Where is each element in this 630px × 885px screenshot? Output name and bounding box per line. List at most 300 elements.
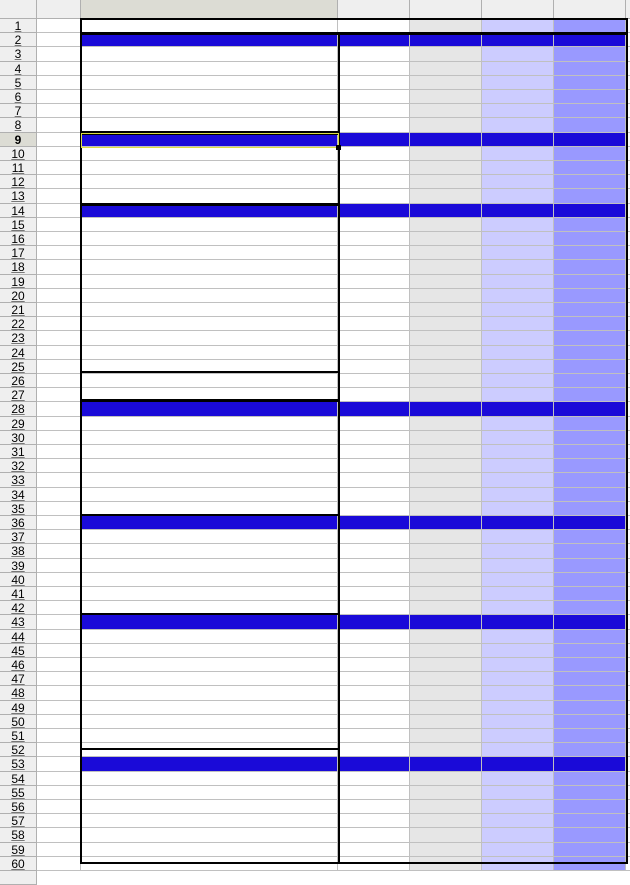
year-header-2004[interactable] bbox=[410, 19, 482, 33]
value-cell-2005[interactable] bbox=[482, 275, 554, 289]
row-label[interactable] bbox=[81, 559, 338, 573]
cell-g[interactable] bbox=[626, 573, 630, 587]
value-cell-2004[interactable] bbox=[410, 246, 482, 260]
cell-a[interactable] bbox=[37, 204, 81, 218]
value-cell-2005[interactable] bbox=[482, 715, 554, 729]
value-cell-2003[interactable] bbox=[338, 559, 410, 573]
row-header[interactable]: 50 bbox=[0, 715, 37, 729]
cell-g[interactable] bbox=[626, 644, 630, 658]
row-label[interactable] bbox=[81, 857, 338, 871]
cell-g[interactable] bbox=[626, 587, 630, 601]
row-label[interactable] bbox=[81, 843, 338, 857]
value-cell-2004[interactable] bbox=[410, 189, 482, 203]
cell-g[interactable] bbox=[626, 701, 630, 715]
value-cell-2004[interactable] bbox=[410, 317, 482, 331]
cell-a[interactable] bbox=[37, 417, 81, 431]
row-label[interactable] bbox=[81, 218, 338, 232]
row-label[interactable] bbox=[81, 360, 338, 374]
cell-g[interactable] bbox=[626, 260, 630, 274]
value-cell-2006[interactable] bbox=[554, 544, 626, 558]
row-label[interactable] bbox=[81, 346, 338, 360]
cell-g[interactable] bbox=[626, 615, 630, 629]
value-cell-2005[interactable] bbox=[482, 360, 554, 374]
value-cell-2003[interactable] bbox=[338, 800, 410, 814]
cell-a[interactable] bbox=[37, 644, 81, 658]
cell-g[interactable] bbox=[626, 843, 630, 857]
row-label[interactable] bbox=[81, 232, 338, 246]
value-cell-2005[interactable] bbox=[482, 729, 554, 743]
row-header[interactable]: 17 bbox=[0, 246, 37, 260]
value-cell-2003[interactable] bbox=[338, 857, 410, 871]
cell-a[interactable] bbox=[37, 772, 81, 786]
column-header-d[interactable] bbox=[410, 0, 482, 19]
value-cell-2003[interactable] bbox=[338, 374, 410, 388]
value-cell-2006[interactable] bbox=[554, 587, 626, 601]
value-cell-2003[interactable] bbox=[338, 175, 410, 189]
row-label[interactable] bbox=[81, 488, 338, 502]
value-cell-2003[interactable] bbox=[338, 118, 410, 132]
value-cell-2003[interactable] bbox=[338, 757, 410, 771]
value-cell-2006[interactable] bbox=[554, 786, 626, 800]
value-cell-2004[interactable] bbox=[410, 658, 482, 672]
cell-a[interactable] bbox=[37, 473, 81, 487]
cell-a[interactable] bbox=[37, 374, 81, 388]
cell-a[interactable] bbox=[37, 445, 81, 459]
row-header[interactable]: 43 bbox=[0, 615, 37, 629]
cell-a[interactable] bbox=[37, 516, 81, 530]
row-label[interactable] bbox=[81, 417, 338, 431]
cell-a[interactable] bbox=[37, 615, 81, 629]
value-cell-2006[interactable] bbox=[554, 90, 626, 104]
row-label[interactable] bbox=[81, 743, 338, 757]
value-cell-2003[interactable] bbox=[338, 246, 410, 260]
value-cell-2006[interactable] bbox=[554, 47, 626, 61]
value-cell-2006[interactable] bbox=[554, 573, 626, 587]
cell-a[interactable] bbox=[37, 147, 81, 161]
cell-a[interactable] bbox=[37, 346, 81, 360]
value-cell-2005[interactable] bbox=[482, 260, 554, 274]
value-cell-2005[interactable] bbox=[482, 133, 554, 147]
value-cell-2005[interactable] bbox=[482, 672, 554, 686]
section-label[interactable] bbox=[81, 757, 338, 771]
value-cell-2005[interactable] bbox=[482, 147, 554, 161]
cell-g[interactable] bbox=[626, 828, 630, 842]
value-cell-2005[interactable] bbox=[482, 630, 554, 644]
cell-g[interactable] bbox=[626, 90, 630, 104]
row-header[interactable]: 4 bbox=[0, 62, 37, 76]
cell-g[interactable] bbox=[626, 544, 630, 558]
value-cell-2004[interactable] bbox=[410, 459, 482, 473]
row-header[interactable]: 28 bbox=[0, 402, 37, 416]
row-header[interactable]: 6 bbox=[0, 90, 37, 104]
row-label[interactable] bbox=[81, 786, 338, 800]
cell-a[interactable] bbox=[37, 218, 81, 232]
section-label[interactable] bbox=[81, 204, 338, 218]
cell-a[interactable] bbox=[37, 76, 81, 90]
value-cell-2005[interactable] bbox=[482, 189, 554, 203]
value-cell-2006[interactable] bbox=[554, 729, 626, 743]
value-cell-2004[interactable] bbox=[410, 488, 482, 502]
value-cell-2004[interactable] bbox=[410, 573, 482, 587]
value-cell-2003[interactable] bbox=[338, 488, 410, 502]
select-all-corner[interactable] bbox=[0, 0, 37, 19]
cell-a[interactable] bbox=[37, 104, 81, 118]
row-header[interactable]: 22 bbox=[0, 317, 37, 331]
value-cell-2006[interactable] bbox=[554, 459, 626, 473]
row-header[interactable]: 12 bbox=[0, 175, 37, 189]
cell-g[interactable] bbox=[626, 218, 630, 232]
cell-a[interactable] bbox=[37, 402, 81, 416]
row-header[interactable]: 35 bbox=[0, 502, 37, 516]
cell-a[interactable] bbox=[37, 559, 81, 573]
value-cell-2006[interactable] bbox=[554, 530, 626, 544]
value-cell-2006[interactable] bbox=[554, 360, 626, 374]
value-cell-2003[interactable] bbox=[338, 828, 410, 842]
value-cell-2003[interactable] bbox=[338, 76, 410, 90]
cell-g[interactable] bbox=[626, 161, 630, 175]
value-cell-2003[interactable] bbox=[338, 62, 410, 76]
row-label[interactable] bbox=[81, 530, 338, 544]
row-label[interactable] bbox=[81, 303, 338, 317]
value-cell-2006[interactable] bbox=[554, 260, 626, 274]
cell-a[interactable] bbox=[37, 658, 81, 672]
cell-a[interactable] bbox=[37, 189, 81, 203]
cell-a[interactable] bbox=[37, 715, 81, 729]
cell-g[interactable] bbox=[626, 374, 630, 388]
value-cell-2005[interactable] bbox=[482, 843, 554, 857]
value-cell-2005[interactable] bbox=[482, 800, 554, 814]
value-cell-2004[interactable] bbox=[410, 644, 482, 658]
value-cell-2006[interactable] bbox=[554, 402, 626, 416]
value-cell-2006[interactable] bbox=[554, 502, 626, 516]
row-header[interactable]: 24 bbox=[0, 346, 37, 360]
row-header[interactable]: 59 bbox=[0, 843, 37, 857]
value-cell-2006[interactable] bbox=[554, 601, 626, 615]
cell-a[interactable] bbox=[37, 175, 81, 189]
value-cell-2005[interactable] bbox=[482, 374, 554, 388]
row-label[interactable] bbox=[81, 118, 338, 132]
cell-g[interactable] bbox=[626, 715, 630, 729]
row-header[interactable]: 13 bbox=[0, 189, 37, 203]
row-label[interactable] bbox=[81, 90, 338, 104]
value-cell-2004[interactable] bbox=[410, 559, 482, 573]
value-cell-2006[interactable] bbox=[554, 232, 626, 246]
value-cell-2006[interactable] bbox=[554, 374, 626, 388]
value-cell-2005[interactable] bbox=[482, 502, 554, 516]
value-cell-2003[interactable] bbox=[338, 630, 410, 644]
row-label[interactable] bbox=[81, 587, 338, 601]
value-cell-2006[interactable] bbox=[554, 33, 626, 47]
cell-a[interactable] bbox=[37, 587, 81, 601]
value-cell-2004[interactable] bbox=[410, 445, 482, 459]
row-header[interactable]: 51 bbox=[0, 729, 37, 743]
value-cell-2006[interactable] bbox=[554, 62, 626, 76]
row-header[interactable]: 16 bbox=[0, 232, 37, 246]
value-cell-2006[interactable] bbox=[554, 246, 626, 260]
value-cell-2005[interactable] bbox=[482, 246, 554, 260]
value-cell-2004[interactable] bbox=[410, 331, 482, 345]
value-cell-2004[interactable] bbox=[410, 828, 482, 842]
value-cell-2006[interactable] bbox=[554, 715, 626, 729]
row-label[interactable] bbox=[81, 672, 338, 686]
value-cell-2004[interactable] bbox=[410, 786, 482, 800]
cell-g[interactable] bbox=[626, 118, 630, 132]
value-cell-2003[interactable] bbox=[338, 402, 410, 416]
value-cell-2004[interactable] bbox=[410, 502, 482, 516]
value-cell-2003[interactable] bbox=[338, 686, 410, 700]
value-cell-2005[interactable] bbox=[482, 757, 554, 771]
row-header[interactable]: 29 bbox=[0, 417, 37, 431]
value-cell-2005[interactable] bbox=[482, 218, 554, 232]
row-header[interactable]: 2 bbox=[0, 33, 37, 47]
value-cell-2003[interactable] bbox=[338, 729, 410, 743]
cell-g[interactable] bbox=[626, 729, 630, 743]
value-cell-2005[interactable] bbox=[482, 786, 554, 800]
cell-g[interactable] bbox=[626, 743, 630, 757]
cell-a[interactable] bbox=[37, 757, 81, 771]
row-header[interactable]: 18 bbox=[0, 260, 37, 274]
value-cell-2004[interactable] bbox=[410, 232, 482, 246]
value-cell-2005[interactable] bbox=[482, 331, 554, 345]
row-header[interactable]: 10 bbox=[0, 147, 37, 161]
cell-g[interactable] bbox=[626, 331, 630, 345]
cell-g[interactable] bbox=[626, 800, 630, 814]
row-header[interactable]: 19 bbox=[0, 275, 37, 289]
value-cell-2003[interactable] bbox=[338, 473, 410, 487]
cell-a[interactable] bbox=[37, 62, 81, 76]
value-cell-2006[interactable] bbox=[554, 658, 626, 672]
value-cell-2004[interactable] bbox=[410, 615, 482, 629]
cell-g[interactable] bbox=[626, 772, 630, 786]
value-cell-2003[interactable] bbox=[338, 672, 410, 686]
cell-a[interactable] bbox=[37, 317, 81, 331]
value-cell-2003[interactable] bbox=[338, 644, 410, 658]
row-label[interactable] bbox=[81, 502, 338, 516]
year-header-2003[interactable] bbox=[338, 19, 410, 33]
value-cell-2005[interactable] bbox=[482, 587, 554, 601]
value-cell-2005[interactable] bbox=[482, 644, 554, 658]
row-header[interactable]: 15 bbox=[0, 218, 37, 232]
row-header[interactable]: 7 bbox=[0, 104, 37, 118]
value-cell-2006[interactable] bbox=[554, 857, 626, 871]
sheet-title-cell[interactable] bbox=[81, 19, 338, 33]
value-cell-2005[interactable] bbox=[482, 90, 554, 104]
cell-g[interactable] bbox=[626, 232, 630, 246]
cell-g[interactable] bbox=[626, 757, 630, 771]
row-header[interactable]: 36 bbox=[0, 516, 37, 530]
value-cell-2004[interactable] bbox=[410, 175, 482, 189]
value-cell-2005[interactable] bbox=[482, 402, 554, 416]
row-header[interactable]: 32 bbox=[0, 459, 37, 473]
cell-a[interactable] bbox=[37, 502, 81, 516]
value-cell-2003[interactable] bbox=[338, 204, 410, 218]
row-header[interactable]: 33 bbox=[0, 473, 37, 487]
value-cell-2004[interactable] bbox=[410, 303, 482, 317]
row-header[interactable]: 44 bbox=[0, 630, 37, 644]
value-cell-2003[interactable] bbox=[338, 331, 410, 345]
value-cell-2004[interactable] bbox=[410, 601, 482, 615]
row-header[interactable]: 20 bbox=[0, 289, 37, 303]
value-cell-2004[interactable] bbox=[410, 289, 482, 303]
value-cell-2006[interactable] bbox=[554, 104, 626, 118]
value-cell-2004[interactable] bbox=[410, 857, 482, 871]
value-cell-2006[interactable] bbox=[554, 630, 626, 644]
value-cell-2003[interactable] bbox=[338, 601, 410, 615]
value-cell-2003[interactable] bbox=[338, 502, 410, 516]
value-cell-2004[interactable] bbox=[410, 587, 482, 601]
cell-a[interactable] bbox=[37, 431, 81, 445]
value-cell-2005[interactable] bbox=[482, 743, 554, 757]
value-cell-2003[interactable] bbox=[338, 303, 410, 317]
cell-g[interactable] bbox=[626, 47, 630, 61]
value-cell-2005[interactable] bbox=[482, 289, 554, 303]
value-cell-2006[interactable] bbox=[554, 488, 626, 502]
row-header[interactable]: 1 bbox=[0, 19, 37, 33]
section-label[interactable] bbox=[81, 33, 338, 47]
row-header[interactable]: 5 bbox=[0, 76, 37, 90]
value-cell-2004[interactable] bbox=[410, 729, 482, 743]
value-cell-2004[interactable] bbox=[410, 417, 482, 431]
value-cell-2003[interactable] bbox=[338, 289, 410, 303]
value-cell-2004[interactable] bbox=[410, 630, 482, 644]
cell-a[interactable] bbox=[37, 388, 81, 402]
value-cell-2006[interactable] bbox=[554, 118, 626, 132]
cell-g[interactable] bbox=[626, 686, 630, 700]
value-cell-2006[interactable] bbox=[554, 275, 626, 289]
value-cell-2004[interactable] bbox=[410, 757, 482, 771]
row-header[interactable]: 42 bbox=[0, 601, 37, 615]
value-cell-2003[interactable] bbox=[338, 814, 410, 828]
row-header[interactable]: 11 bbox=[0, 161, 37, 175]
column-header-f[interactable] bbox=[554, 0, 626, 19]
value-cell-2003[interactable] bbox=[338, 417, 410, 431]
value-cell-2006[interactable] bbox=[554, 218, 626, 232]
column-header-g[interactable] bbox=[626, 0, 630, 19]
value-cell-2003[interactable] bbox=[338, 786, 410, 800]
value-cell-2003[interactable] bbox=[338, 843, 410, 857]
value-cell-2005[interactable] bbox=[482, 47, 554, 61]
cell-a1[interactable] bbox=[37, 19, 81, 33]
value-cell-2003[interactable] bbox=[338, 516, 410, 530]
value-cell-2006[interactable] bbox=[554, 331, 626, 345]
cell-g[interactable] bbox=[626, 402, 630, 416]
cell-a[interactable] bbox=[37, 786, 81, 800]
value-cell-2003[interactable] bbox=[338, 189, 410, 203]
row-label[interactable] bbox=[81, 331, 338, 345]
cell-g[interactable] bbox=[626, 857, 630, 871]
row-header[interactable]: 30 bbox=[0, 431, 37, 445]
value-cell-2003[interactable] bbox=[338, 133, 410, 147]
value-cell-2005[interactable] bbox=[482, 76, 554, 90]
cell-g[interactable] bbox=[626, 814, 630, 828]
value-cell-2005[interactable] bbox=[482, 701, 554, 715]
row-label[interactable] bbox=[81, 104, 338, 118]
cell-a[interactable] bbox=[37, 303, 81, 317]
value-cell-2005[interactable] bbox=[482, 33, 554, 47]
value-cell-2005[interactable] bbox=[482, 559, 554, 573]
value-cell-2004[interactable] bbox=[410, 843, 482, 857]
cell-g[interactable] bbox=[626, 786, 630, 800]
cell-g[interactable] bbox=[626, 502, 630, 516]
value-cell-2004[interactable] bbox=[410, 360, 482, 374]
value-cell-2005[interactable] bbox=[482, 772, 554, 786]
value-cell-2006[interactable] bbox=[554, 161, 626, 175]
cell-a[interactable] bbox=[37, 573, 81, 587]
row-header[interactable]: 34 bbox=[0, 488, 37, 502]
value-cell-2006[interactable] bbox=[554, 843, 626, 857]
cell-g[interactable] bbox=[626, 346, 630, 360]
value-cell-2006[interactable] bbox=[554, 757, 626, 771]
cell-a[interactable] bbox=[37, 601, 81, 615]
row-label[interactable] bbox=[81, 275, 338, 289]
value-cell-2004[interactable] bbox=[410, 118, 482, 132]
value-cell-2004[interactable] bbox=[410, 33, 482, 47]
cell-g[interactable] bbox=[626, 204, 630, 218]
value-cell-2003[interactable] bbox=[338, 388, 410, 402]
row-header[interactable]: 9 bbox=[0, 133, 37, 147]
row-header[interactable]: 26 bbox=[0, 374, 37, 388]
value-cell-2005[interactable] bbox=[482, 175, 554, 189]
value-cell-2004[interactable] bbox=[410, 686, 482, 700]
row-label[interactable] bbox=[81, 644, 338, 658]
value-cell-2005[interactable] bbox=[482, 473, 554, 487]
value-cell-2003[interactable] bbox=[338, 90, 410, 104]
value-cell-2003[interactable] bbox=[338, 743, 410, 757]
row-label[interactable] bbox=[81, 147, 338, 161]
value-cell-2003[interactable] bbox=[338, 573, 410, 587]
row-header[interactable]: 38 bbox=[0, 544, 37, 558]
row-label[interactable] bbox=[81, 828, 338, 842]
cell-a[interactable] bbox=[37, 90, 81, 104]
cell-g[interactable] bbox=[626, 459, 630, 473]
value-cell-2003[interactable] bbox=[338, 33, 410, 47]
cell-a[interactable] bbox=[37, 743, 81, 757]
row-header[interactable]: 41 bbox=[0, 587, 37, 601]
cell-g[interactable] bbox=[626, 303, 630, 317]
row-label[interactable] bbox=[81, 544, 338, 558]
cell-a[interactable] bbox=[37, 544, 81, 558]
value-cell-2005[interactable] bbox=[482, 828, 554, 842]
value-cell-2004[interactable] bbox=[410, 715, 482, 729]
cell-a[interactable] bbox=[37, 630, 81, 644]
section-label[interactable] bbox=[81, 615, 338, 629]
value-cell-2003[interactable] bbox=[338, 701, 410, 715]
value-cell-2003[interactable] bbox=[338, 218, 410, 232]
value-cell-2004[interactable] bbox=[410, 147, 482, 161]
cell-a[interactable] bbox=[37, 459, 81, 473]
cell-g[interactable] bbox=[626, 559, 630, 573]
cell-a[interactable] bbox=[37, 800, 81, 814]
row-header[interactable]: 21 bbox=[0, 303, 37, 317]
row-label[interactable] bbox=[81, 630, 338, 644]
cell-g[interactable] bbox=[626, 417, 630, 431]
cell-g[interactable] bbox=[626, 388, 630, 402]
value-cell-2004[interactable] bbox=[410, 204, 482, 218]
column-header-c[interactable] bbox=[338, 0, 410, 19]
cell-g[interactable] bbox=[626, 530, 630, 544]
row-header[interactable]: 54 bbox=[0, 772, 37, 786]
value-cell-2006[interactable] bbox=[554, 417, 626, 431]
cell-a[interactable] bbox=[37, 260, 81, 274]
cell-g[interactable] bbox=[626, 275, 630, 289]
value-cell-2004[interactable] bbox=[410, 544, 482, 558]
value-cell-2006[interactable] bbox=[554, 701, 626, 715]
year-header-2005[interactable] bbox=[482, 19, 554, 33]
cell-g[interactable] bbox=[626, 289, 630, 303]
value-cell-2006[interactable] bbox=[554, 814, 626, 828]
cell-a[interactable] bbox=[37, 488, 81, 502]
section-label[interactable] bbox=[81, 133, 338, 147]
